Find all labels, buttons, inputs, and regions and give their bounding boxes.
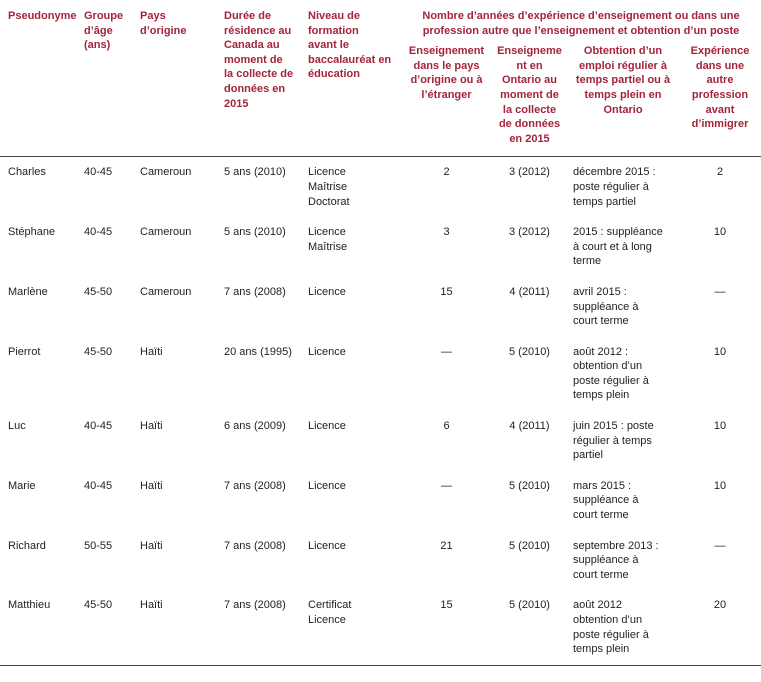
cell-line: terme (573, 255, 602, 268)
cell-line: obtention d’un (573, 360, 643, 373)
cell-line: Certificat (308, 599, 352, 612)
cell-pays: Cameroun (140, 166, 192, 179)
cell-obtention (567, 590, 679, 665)
cell-line: Licence (308, 345, 346, 358)
header-line: la collecte (502, 103, 557, 116)
header-line: Expérience (690, 45, 750, 58)
cell-niveau (305, 337, 401, 411)
cell-ens-origine: — (441, 479, 452, 492)
cell-pays: Haïti (140, 479, 163, 492)
header-line: l’étranger (421, 88, 472, 101)
table-row (0, 590, 761, 665)
cell-line: septembre 2013 : (573, 539, 659, 552)
cell-line: 2015 : suppléance (573, 226, 663, 239)
cell-obtention (567, 471, 679, 531)
cell-line: à court et à long (573, 240, 652, 253)
cell-ens-ontario: 5 (2010) (509, 345, 550, 358)
cell-ens-ontario: 5 (2010) (509, 479, 550, 492)
cell-line: temps plein (573, 389, 630, 402)
cell-line: suppléance à (573, 300, 639, 313)
header-line: Enseignement (408, 45, 485, 58)
cell-line: Licence (308, 614, 346, 626)
header-line: (ans) (84, 39, 111, 52)
header-line: emploi régulier à (578, 59, 668, 72)
header-line: autre (706, 74, 734, 87)
header-line: d’âge (84, 24, 113, 37)
cell-age: 40-45 (84, 420, 113, 433)
cell-autre-profession: 10 (713, 479, 727, 492)
cell-pseudonyme: Matthieu (0, 590, 78, 665)
header-line: 2015 (224, 97, 249, 110)
header-line: nt en (516, 59, 543, 72)
table-body (0, 157, 761, 665)
cell-niveau (305, 531, 401, 591)
header-line: d’immigrer (691, 118, 749, 131)
table-row (0, 157, 761, 217)
header-line: Pays (140, 10, 166, 22)
cell-niveau (305, 157, 401, 217)
cell-line: Doctorat (308, 195, 350, 208)
cell-line: Maîtrise (308, 240, 348, 253)
header-line: moment de (500, 88, 559, 101)
header-line: Canada au (224, 39, 280, 52)
table-row (0, 411, 761, 471)
cell-ens-origine: 21 (440, 539, 453, 552)
header-line: Enseigneme (497, 45, 562, 58)
header-line: Ontario au (501, 74, 557, 87)
cell-age: 45-50 (78, 590, 136, 665)
header-experience-group (401, 0, 761, 44)
header-obtention (567, 44, 679, 157)
table-row (0, 277, 761, 337)
cell-age: 50-55 (84, 539, 113, 552)
cell-line: Maîtrise (308, 180, 348, 193)
cell-age: 40-45 (84, 479, 113, 492)
cell-line: Licence (308, 539, 346, 552)
header-line: d’origine (140, 24, 187, 37)
cell-line: suppléance à (573, 494, 639, 507)
cell-line: court terme (573, 509, 629, 522)
cell-line: poste régulier à (573, 374, 649, 387)
cell-line: suppléance à (573, 554, 639, 567)
cell-age: 45-50 (84, 345, 113, 358)
table-row (0, 337, 761, 411)
cell-line: obtention d’un (573, 614, 643, 626)
cell-autre-profession: — (714, 539, 726, 552)
cell-line: Licence (308, 420, 346, 433)
header-line: en 2015 (509, 132, 550, 145)
cell-line: régulier à temps (573, 434, 652, 447)
header-duree (221, 0, 305, 157)
cell-autre-profession: 10 (713, 420, 727, 433)
cell-ens-ontario: 3 (2012) (509, 226, 550, 239)
header-line: Durée de (224, 10, 272, 22)
header-line: Obtention d’un (583, 45, 663, 58)
cell-ens-origine: 6 (443, 420, 450, 433)
header-pseudonyme: Pseudonyme (0, 0, 78, 157)
cell-pseudonyme: Richard (8, 539, 46, 552)
cell-line: Licence (308, 285, 346, 298)
cell-duree: 5 ans (2010) (224, 166, 286, 179)
cell-line: août 2012 (573, 599, 622, 612)
cell-pseudonyme: Pierrot (8, 345, 41, 358)
header-line: temps plein en (584, 88, 662, 101)
header-autre-profession (679, 44, 761, 157)
header-ens-origine (401, 44, 492, 157)
header-line: la collecte de (224, 68, 294, 81)
cell-pseudonyme: Charles (8, 166, 46, 179)
header-line: de données (498, 118, 561, 131)
cell-ens-origine: 3 (443, 226, 450, 239)
cell-obtention (567, 217, 679, 277)
header-line: données en (224, 82, 286, 95)
cell-ens-ontario: 3 (2012) (509, 166, 550, 179)
header-niveau (305, 0, 401, 157)
header-line: baccalauréat en (308, 53, 392, 66)
cell-autre-profession: 20 (679, 590, 761, 665)
header-line: dans une (695, 59, 745, 72)
cell-niveau (305, 217, 401, 277)
cell-line: août 2012 : (573, 345, 629, 358)
header-line: avant (705, 103, 735, 116)
header-line: d’origine ou à (410, 74, 483, 87)
cell-pays: Haïti (136, 590, 221, 665)
cell-duree: 7 ans (2008) (224, 479, 286, 492)
table-row (0, 471, 761, 531)
cell-line: avril 2015 : (573, 285, 627, 298)
cell-line: temps plein (573, 643, 630, 656)
cell-obtention (567, 337, 679, 411)
cell-duree: 20 ans (1995) (224, 345, 292, 358)
cell-ens-origine: — (441, 345, 452, 358)
cell-pays: Haïti (140, 345, 163, 358)
cell-pseudonyme: Luc (8, 420, 26, 433)
header-ens-ontario (492, 44, 567, 157)
cell-pays: Haïti (140, 420, 163, 433)
cell-duree: 6 ans (2009) (224, 420, 286, 433)
header-line: Niveau de (308, 10, 360, 22)
cell-duree: 7 ans (2008) (224, 539, 286, 552)
cell-obtention (567, 531, 679, 591)
table-row (0, 217, 761, 277)
cell-pseudonyme: Stéphane (8, 226, 56, 239)
cell-autre-profession: 2 (716, 166, 724, 179)
header-line: éducation (308, 68, 360, 81)
header-line: moment de (224, 53, 283, 66)
cell-line: poste régulier à (573, 180, 649, 193)
cell-niveau (305, 411, 401, 471)
header-line: Ontario (603, 103, 643, 116)
cell-ens-origine: 15 (401, 590, 492, 665)
cell-pseudonyme: Marlène (8, 285, 48, 298)
header-line: formation (308, 24, 359, 37)
cell-line: Licence (308, 479, 346, 492)
cell-age: 40-45 (84, 226, 113, 239)
cell-niveau (305, 590, 401, 665)
cell-line: Licence (308, 166, 346, 179)
cell-autre-profession: 10 (713, 226, 727, 239)
cell-ens-ontario: 4 (2011) (509, 420, 550, 433)
cell-age: 45-50 (84, 285, 113, 298)
cell-line: court terme (573, 568, 629, 581)
header-line: profession (691, 88, 749, 101)
header-line: Groupe (84, 10, 124, 22)
table-row (0, 531, 761, 591)
cell-pays: Cameroun (140, 226, 192, 239)
cell-duree: 7 ans (2008) (224, 285, 286, 298)
cell-line: partiel (573, 449, 603, 462)
cell-duree: 7 ans (2008) (221, 590, 305, 665)
cell-line: Licence (308, 226, 346, 239)
cell-line: poste régulier à (573, 628, 649, 641)
header-line: avant le (308, 39, 349, 52)
header-pays (136, 0, 221, 157)
cell-ens-ontario: 5 (2010) (492, 590, 567, 665)
cell-pays: Haïti (140, 539, 163, 552)
cell-ens-origine: 15 (440, 285, 453, 298)
cell-obtention (567, 277, 679, 337)
header-line: Nombre d’années d’expérience d’enseignement ou dans une (422, 10, 740, 22)
cell-obtention (567, 411, 679, 471)
cell-line: juin 2015 : poste (573, 420, 654, 433)
header-line: temps partiel ou à (575, 74, 671, 87)
cell-pseudonyme: Marie (8, 479, 36, 492)
cell-niveau (305, 471, 401, 531)
cell-autre-profession: 10 (713, 345, 727, 358)
header-line: dans le pays (413, 59, 480, 72)
cell-obtention (567, 157, 679, 217)
header-groupe-age (78, 0, 136, 157)
cell-ens-origine: 2 (443, 166, 450, 179)
cell-niveau (305, 277, 401, 337)
cell-age: 40-45 (84, 166, 113, 179)
cell-line: décembre 2015 : (573, 166, 656, 179)
cell-ens-ontario: 5 (2010) (509, 539, 550, 552)
cell-line: temps partiel (573, 195, 636, 208)
header-line: profession autre que l’enseignement et obtention d’un poste (422, 24, 740, 37)
cell-duree: 5 ans (2010) (224, 226, 286, 239)
cell-pays: Cameroun (140, 285, 192, 298)
table-header (0, 0, 761, 157)
header-line: résidence au (224, 24, 292, 37)
cell-ens-ontario: 4 (2011) (509, 285, 550, 298)
cell-line: mars 2015 : (573, 479, 632, 492)
cell-autre-profession: — (714, 285, 726, 298)
cell-line: court terme (573, 315, 629, 328)
